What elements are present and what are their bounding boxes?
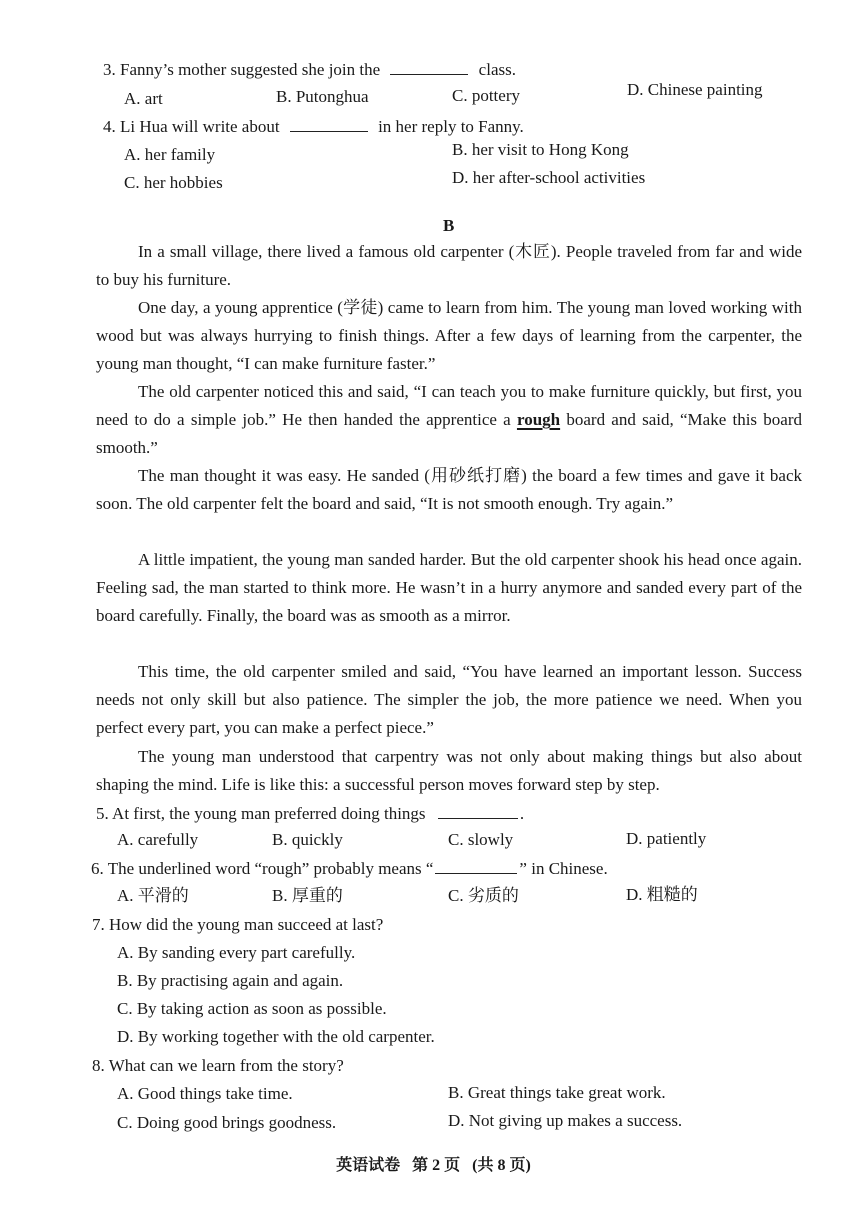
q4-option-c: C. her hobbies [124,173,223,192]
question-3-stem-text: 3. Fanny’s mother suggested she join the [103,60,381,79]
q5-option-c: C. slowly [448,830,514,849]
q4-option-a: A. her family [124,145,216,164]
question-5-stem-text: 5. At first, the young man preferred doing things [96,804,426,823]
passage-text: In a small village, there lived a famous old carpenter (木匠). People traveled from far and wide to buy his furniture. [96,242,802,290]
q3-option-a: A. art [124,89,163,108]
passage-paragraph-3 [96,378,802,463]
passage-paragraph-7 [96,743,802,799]
answer-blank [290,117,368,132]
q4-option-d: D. her after-school activities [452,168,646,187]
q8-option-c: C. Doing good brings goodness. [117,1113,337,1132]
q6-option-c: C. 劣质的 [448,886,519,905]
passage-text: One day, a young apprentice (学徒) came to learn from him. The young man loved working with wood but was always hurrying to finish things. After a few days of learning from the carpenter, the young man thought, “I can make furniture faster.” [96,298,802,374]
q7-option-c: C. By taking action as soon as possible. [117,999,387,1018]
q7-option-a: A. By sanding every part carefully. [117,943,356,962]
question-5-stem [96,804,524,822]
q3-option-c: C. pottery [452,86,520,105]
question-6-stem-end: ” in Chinese. [519,859,608,878]
question-8-stem: 8. What can we learn from the story? [92,1056,344,1075]
question-4-stem-text: 4. Li Hua will write about [103,117,280,136]
footer-title: 英语试卷 [336,1157,401,1174]
q3-option-d: D. Chinese painting [627,80,763,99]
question-4-stem [103,117,524,135]
passage-paragraph-4 [96,462,802,518]
q8-option-a: A. Good things take time. [117,1084,293,1103]
q5-option-a: A. carefully [117,830,199,849]
passage-paragraph-5 [96,546,802,631]
passage-text: This time, the old carpenter smiled and said, “You have learned an important lesson. Success needs not only skill but also patience. The simpler the job, the more patience we need. When you perfect every part, you can make a perfect piece.” [96,662,802,738]
question-3-stem [103,60,516,78]
footer-page-total: (共 8 页) [472,1157,531,1174]
question-6-stem [91,859,608,877]
passage-text: The old carpenter noticed this and said, “I can teach you to make furniture quickly, but first, you need to do a simple job.” He then handed the apprentice a [96,382,802,430]
q6-option-a: A. 平滑的 [117,886,189,905]
q3-option-b: B. Putonghua [276,87,369,106]
passage-text: board and said, “Make this board smooth.” [96,410,802,458]
answer-blank [438,804,518,819]
q5-option-d: D. patiently [626,829,707,848]
q7-option-b: B. By practising again and again. [117,971,344,990]
q8-option-b: B. Great things take great work. [448,1083,666,1102]
question-6-stem-text: 6. The underlined word “rough” probably means “ [91,859,434,878]
q5-option-b: B. quickly [272,830,343,849]
passage-text: The young man understood that carpentry was not only about making things but also about shaping the mind. Life is like this: a successful person moves forward step by step. [96,747,802,795]
q7-option-d: D. By working together with the old carpenter. [117,1027,435,1046]
q6-option-b: B. 厚重的 [272,886,343,905]
q8-option-d: D. Not giving up makes a success. [448,1111,683,1130]
passage-paragraph-2 [96,294,802,379]
question-3-stem-end: class. [478,60,516,79]
underlined-word: rough [516,410,561,430]
passage-paragraph-1 [96,238,802,294]
question-4-stem-end: in her reply to Fanny. [378,117,524,136]
passage-paragraph-6 [96,658,802,743]
answer-blank [390,60,468,75]
question-5-stem-end: . [519,804,525,823]
q4-option-b: B. her visit to Hong Kong [452,140,629,159]
passage-text: A little impatient, the young man sanded harder. But the old carpenter shook his head once again. Feeling sad, the man started to think more. He wasn’t in a hurry anymore and sanded every part of the board carefully. Finally, the board was as smooth as a mirror. [96,550,802,626]
footer-page-number: 第 2 页 [412,1157,461,1174]
passage-text: The man thought it was easy. He sanded (用砂纸打磨) the board a few times and gave it back soon. The old carpenter felt the board and said, “It is not smooth enough. Try again.” [96,466,802,514]
section-heading: B [443,216,455,235]
page-footer [0,1152,867,1175]
question-7-stem: 7. How did the young man succeed at last? [92,915,384,934]
q6-option-d: D. 粗糙的 [626,885,698,904]
answer-blank [435,859,517,874]
